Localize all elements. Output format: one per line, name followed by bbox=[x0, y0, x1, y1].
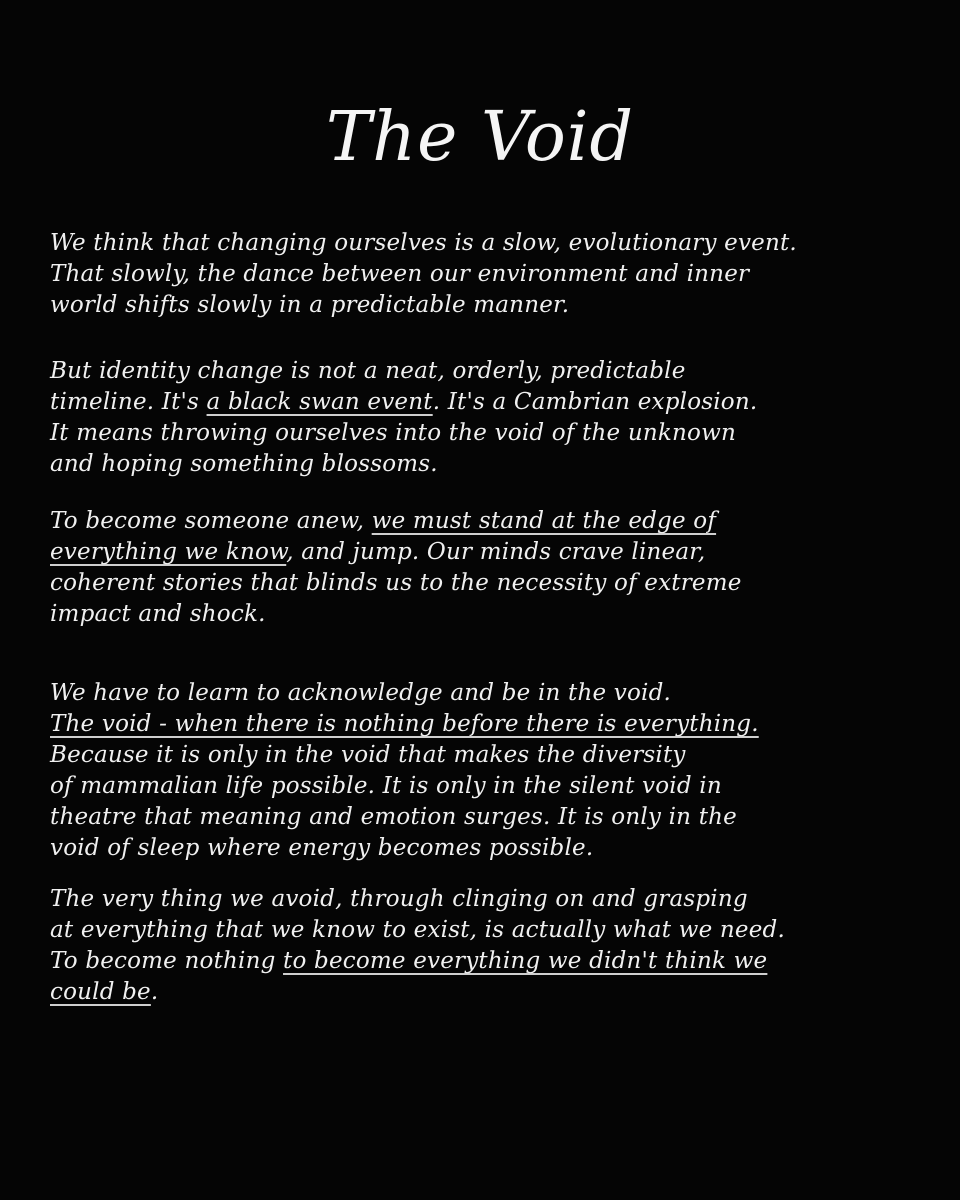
text-line bbox=[50, 740, 920, 771]
text-run: That slowly, the dance between our environment and inner bbox=[50, 261, 750, 287]
text-run: The very thing we avoid, through clinging on and grasping bbox=[50, 886, 748, 912]
text-line bbox=[50, 802, 920, 833]
text-run: . It's a Cambrian explosion. bbox=[432, 389, 758, 415]
text-line bbox=[50, 599, 920, 630]
text-run: of mammalian life possible. It is only in the silent void in bbox=[50, 773, 722, 799]
underlined-phrase: we must stand at the edge of bbox=[371, 508, 717, 534]
text-run: . bbox=[150, 979, 159, 1005]
text-line bbox=[50, 568, 920, 599]
text-run: Because it is only in the void that makes the diversity bbox=[50, 742, 686, 768]
paragraph-3 bbox=[50, 506, 920, 630]
underlined-phrase: The void - when there is nothing before there is everything. bbox=[50, 711, 759, 737]
text-line bbox=[50, 946, 920, 977]
underlined-phrase: could be bbox=[50, 979, 151, 1005]
text-run: coherent stories that blinds us to the necessity of extreme bbox=[50, 570, 742, 596]
text-run: We think that changing ourselves is a slow, evolutionary event. bbox=[50, 230, 797, 256]
text-run: and hoping something blossoms. bbox=[50, 451, 438, 477]
text-line bbox=[50, 537, 920, 568]
text-line bbox=[50, 771, 920, 802]
text-run: impact and shock. bbox=[50, 601, 266, 627]
paragraph-2 bbox=[50, 356, 920, 480]
paragraph-1 bbox=[50, 228, 920, 321]
text-line bbox=[50, 915, 920, 946]
text-line bbox=[50, 884, 920, 915]
text-line bbox=[50, 709, 920, 740]
text-line bbox=[50, 977, 920, 1008]
text-line bbox=[50, 259, 920, 290]
text-run: theatre that meaning and emotion surges. It is only in the bbox=[50, 804, 737, 830]
text-line bbox=[50, 833, 920, 864]
text-run: at everything that we know to exist, is actually what we need. bbox=[50, 917, 785, 943]
page-title: The Void bbox=[325, 98, 635, 177]
text-run: We have to learn to acknowledge and be in the void. bbox=[50, 680, 672, 706]
text-run: world shifts slowly in a predictable manner. bbox=[50, 292, 570, 318]
text-line bbox=[50, 506, 920, 537]
underlined-phrase: to become everything we didn't think we bbox=[283, 948, 768, 974]
text-run: To become someone anew, bbox=[50, 508, 372, 534]
paragraph-5 bbox=[50, 884, 920, 1008]
text-run: , and jump. Our minds crave linear, bbox=[286, 539, 706, 565]
text-line bbox=[50, 449, 920, 480]
text-line bbox=[50, 228, 920, 259]
text-line bbox=[50, 387, 920, 418]
text-line bbox=[50, 290, 920, 321]
text-run: But identity change is not a neat, orderly, predictable bbox=[50, 358, 686, 384]
text-run: void of sleep where energy becomes possible. bbox=[50, 835, 594, 861]
text-line bbox=[50, 418, 920, 449]
paragraph-4 bbox=[50, 678, 920, 864]
underlined-phrase: a black swan event bbox=[206, 389, 433, 415]
text-run: It means throwing ourselves into the void of the unknown bbox=[50, 420, 736, 446]
underlined-phrase: everything we know bbox=[50, 539, 287, 565]
text-run: timeline. It's bbox=[50, 389, 207, 415]
text-line bbox=[50, 356, 920, 387]
text-run: To become nothing bbox=[50, 948, 284, 974]
text-line bbox=[50, 678, 920, 709]
